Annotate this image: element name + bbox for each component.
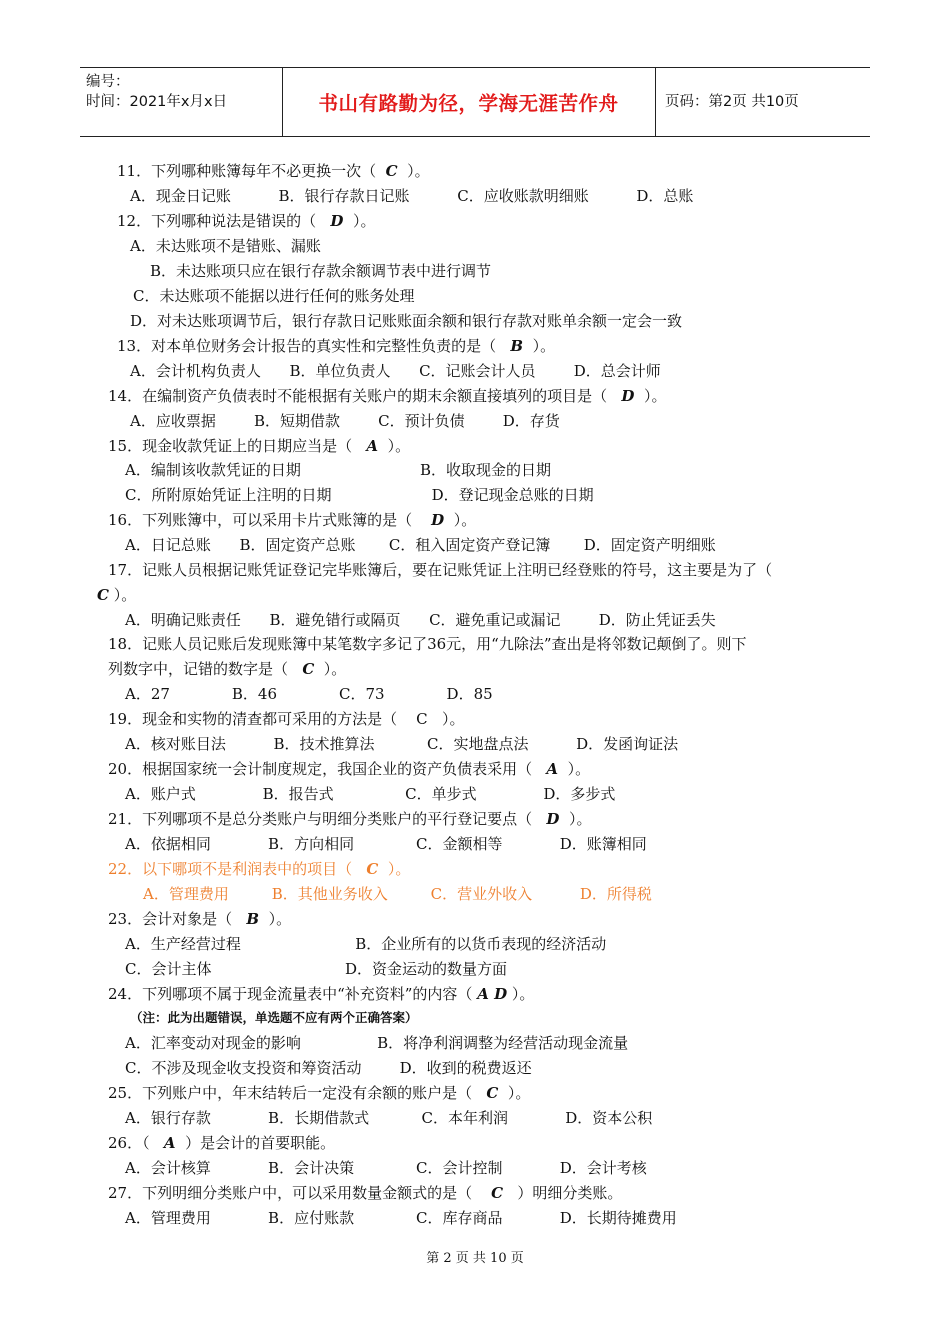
question-line xyxy=(130,1009,418,1027)
question-line xyxy=(97,586,136,604)
line-text: A．应收票据 B．短期借款 C．预计负债 D．存货 xyxy=(130,412,560,430)
line-text-tail: ）。 xyxy=(558,760,591,778)
line-text: （注：此为出题错误，单选题不应有两个正确答案） xyxy=(130,1010,418,1025)
line-text-tail: ）。 xyxy=(314,660,347,678)
line-text: A．27 B．46 C．73 D．85 xyxy=(125,685,493,703)
line-text: A．未达账项不是错账、漏账 xyxy=(130,237,321,255)
line-text: A．依据相同 B．方向相同 C．金额相等 D．账簿相同 xyxy=(125,835,647,853)
question-line xyxy=(125,685,493,703)
header-right-cell xyxy=(655,68,870,136)
answer-letter: C xyxy=(385,162,398,180)
line-text: A．银行存款 B．长期借款式 C．本年利润 D．资本公积 xyxy=(125,1109,653,1127)
question-line xyxy=(130,412,560,430)
question-line xyxy=(125,1059,532,1077)
line-text: C．所附原始凭证上注明的日期 D．登记现金总账的日期 xyxy=(125,486,594,504)
line-text: 14．在编制资产负债表时不能根据有关账户的期末余额直接填列的项目是（ xyxy=(108,387,622,405)
line-text-tail: ）。 xyxy=(378,860,411,878)
question-line xyxy=(125,611,716,629)
line-text: A．明确记账责任 B．避免错行或隔页 C．避免重记或漏记 D．防止凭证丢失 xyxy=(125,611,716,629)
header-motto-cell xyxy=(282,68,656,136)
line-text: A．现金日记账 B．银行存款日记账 C．应收账款明细账 D．总账 xyxy=(130,187,694,205)
question-line xyxy=(108,985,534,1003)
question-line xyxy=(125,835,647,853)
line-text: 12．下列哪种说法是错误的（ xyxy=(117,212,331,230)
line-text: 18．记账人员记账后发现账簿中某笔数字多记了36元，用“九除法”查出是将邻数记颠倒了。则下 xyxy=(108,635,747,653)
question-line xyxy=(108,437,410,455)
line-text: A．生产经营过程 B．企业所有的以货币表现的经济活动 xyxy=(125,935,607,953)
question-line xyxy=(108,660,346,678)
line-text: A．编制该收款凭证的日期 B．收取现金的日期 xyxy=(125,461,552,479)
answer-letter: C xyxy=(97,586,109,604)
question-line xyxy=(125,1034,628,1052)
line-text-tail: ）。 xyxy=(498,1084,531,1102)
header-motto: 书山有路勤为径，学海无涯苦作舟 xyxy=(318,92,619,115)
question-line xyxy=(150,262,491,280)
answer-letter: D xyxy=(330,212,344,230)
question-line xyxy=(125,735,678,753)
answer-letter: B xyxy=(510,337,524,355)
line-text: 20．根据国家统一会计制度规定，我国企业的资产负债表采用（ xyxy=(108,760,547,778)
line-text: 列数字中，记错的数字是（ xyxy=(108,660,303,678)
line-text: A．账户式 B．报告式 C．单步式 D．多步式 xyxy=(125,785,616,803)
line-text: A．会计核算 B．会计决策 C．会计控制 D．会计考核 xyxy=(125,1159,647,1177)
line-text-tail: ）。 xyxy=(378,437,411,455)
line-text-tail: ）。 xyxy=(343,212,376,230)
answer-letter: C xyxy=(486,1084,499,1102)
question-line xyxy=(130,187,693,205)
line-text-tail: ）。 xyxy=(444,511,477,529)
page-footer: 第 2 页 共 10 页 xyxy=(426,1251,524,1266)
line-text: 27．下列明细分类账户中，可以采用数量金额式的是（ xyxy=(108,1184,492,1202)
line-text: A．管理费用 B．应付账款 C．库存商品 D．长期待摊费用 xyxy=(125,1209,677,1227)
answer-letter: A xyxy=(163,1134,176,1152)
question-line xyxy=(125,536,716,554)
line-text: 24．下列哪项不属于现金流量表中“补充资料”的内容（ xyxy=(108,985,478,1003)
line-text: 17．记账人员根据记账凭证登记完毕账簿后，要在记账凭证上注明已经登账的符号，这主要是为了（ xyxy=(108,561,773,579)
line-text-tail: ）。 xyxy=(523,337,556,355)
question-line xyxy=(130,237,321,255)
question-line xyxy=(130,362,661,380)
answer-letter: B xyxy=(246,910,260,928)
line-text: 16．下列账簿中，可以采用卡片式账簿的是（ xyxy=(108,511,432,529)
answer-letter: C xyxy=(302,660,315,678)
date-label: 时间：2021年x月x日 xyxy=(86,94,228,110)
question-line xyxy=(108,760,590,778)
answer-letter: D xyxy=(546,810,560,828)
line-text: 21．下列哪项不是总分类账户与明细分类账户的平行登记要点（ xyxy=(108,810,547,828)
question-line xyxy=(125,935,606,953)
line-text-tail: ）明细分类账。 xyxy=(503,1184,623,1202)
question-line xyxy=(117,162,430,180)
line-text: A．日记总账 B．固定资产总账 C．租入固定资产登记簿 D．固定资产明细账 xyxy=(125,536,716,554)
question-line xyxy=(117,212,375,230)
question-line xyxy=(108,810,591,828)
answer-letter: C xyxy=(491,1184,504,1202)
line-text: 25．下列账户中，年末结转后一定没有余额的账户是（ xyxy=(108,1084,487,1102)
line-text: 23．会计对象是（ xyxy=(108,910,247,928)
answer-letter: A xyxy=(366,437,379,455)
number-label: 编号： xyxy=(86,74,130,90)
line-text: 22．以下哪项不是利润表中的项目（ xyxy=(108,860,367,878)
question-line xyxy=(108,1134,335,1152)
line-text: A．管理费用 B．其他业务收入 C．营业外收入 D．所得税 xyxy=(143,885,652,903)
line-text: 19．现金和实物的清查都可采用的方法是（ C ）。 xyxy=(108,710,465,728)
question-line xyxy=(125,461,551,479)
line-text: B．未达账项只应在银行存款余额调节表中进行调节 xyxy=(150,262,492,280)
question-line xyxy=(125,486,594,504)
line-text: A．汇率变动对现金的影响 B．将净利润调整为经营活动现金流量 xyxy=(125,1034,629,1052)
line-text-tail: ）。 xyxy=(634,387,667,405)
answer-letter: A D xyxy=(477,985,508,1003)
question-line xyxy=(143,885,652,903)
question-line xyxy=(125,785,615,803)
question-line xyxy=(108,1184,622,1202)
question-line xyxy=(125,1159,647,1177)
question-line xyxy=(108,511,476,529)
answer-letter: D xyxy=(431,511,445,529)
question-line xyxy=(108,635,747,653)
line-text: 26．（ xyxy=(108,1134,164,1152)
answer-letter: A xyxy=(546,760,559,778)
question-line xyxy=(108,561,772,579)
line-text: C．会计主体 D．资金运动的数量方面 xyxy=(125,960,508,978)
line-text: D．对未达账项调节后，银行存款日记账账面余额和银行存款对账单余额一定会一致 xyxy=(130,312,683,330)
page-header xyxy=(80,67,870,137)
line-text-tail: ）是会计的首要职能。 xyxy=(175,1134,336,1152)
question-line xyxy=(108,910,291,928)
line-text-tail: ）。 xyxy=(108,586,137,604)
question-line xyxy=(108,710,464,728)
line-text-tail: ）。 xyxy=(259,910,292,928)
line-text: C．未达账项不能据以进行任何的账务处理 xyxy=(133,287,415,305)
line-text-tail: ）。 xyxy=(397,162,430,180)
question-line xyxy=(125,1209,677,1227)
line-text: 15．现金收款凭证上的日期应当是（ xyxy=(108,437,367,455)
question-line xyxy=(130,312,682,330)
line-text: A．核对账目法 B．技术推算法 C．实地盘点法 D．发函询证法 xyxy=(125,735,679,753)
question-line xyxy=(108,387,666,405)
line-text: A．会计机构负责人 B．单位负责人 C．记账会计人员 D．总会计师 xyxy=(130,362,661,380)
question-line xyxy=(108,1084,530,1102)
question-line xyxy=(125,1109,652,1127)
line-text-tail: ）。 xyxy=(507,985,535,1003)
page-number-label: 页码：第2页 共10页 xyxy=(665,94,799,110)
line-text: C．不涉及现金收支投资和筹资活动 D．收到的税费返还 xyxy=(125,1059,532,1077)
question-line xyxy=(117,337,555,355)
answer-letter: C xyxy=(366,860,379,878)
question-line xyxy=(108,860,410,878)
question-line xyxy=(125,960,507,978)
line-text: 13．对本单位财务会计报告的真实性和完整性负责的是（ xyxy=(117,337,511,355)
answer-letter: D xyxy=(621,387,635,405)
line-text-tail: ）。 xyxy=(559,810,592,828)
line-text: 11．下列哪种账簿每年不必更换一次（ xyxy=(117,162,386,180)
header-left-cell xyxy=(80,68,283,136)
question-line xyxy=(133,287,414,305)
